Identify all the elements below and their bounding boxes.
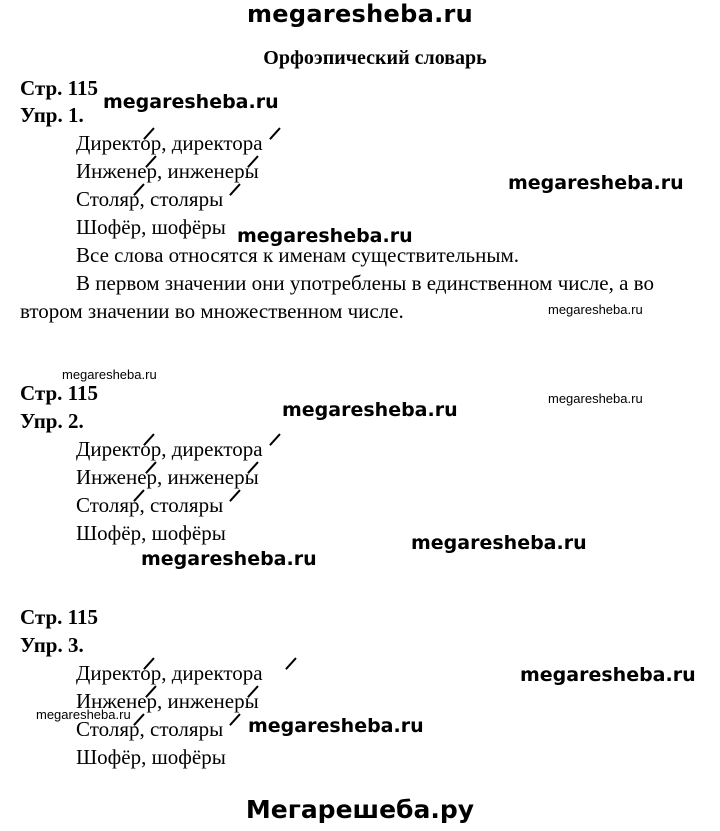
watermark-small: megaresheba.ru [548, 391, 643, 406]
watermark: megaresheba.ru [103, 91, 279, 113]
word-pair: Столяр, столяры [76, 717, 224, 741]
word-pair: Столяр, столяры [76, 187, 224, 211]
exercise-number: Упр. 2. [20, 409, 84, 433]
page-ref: Стр. 115 [20, 381, 98, 405]
word-pair: Шофёр, шофёры [76, 521, 226, 545]
word-pair: Директор, директора [76, 437, 263, 461]
watermark-small: megaresheba.ru [548, 302, 643, 317]
watermark: megaresheba.ru [141, 548, 317, 570]
stress-mark [285, 657, 296, 669]
stress-mark [229, 489, 240, 501]
word-pair: Шофёр, шофёры [76, 745, 226, 769]
word-pair: Инженер, инженеры [76, 689, 259, 713]
watermark: megaresheba.ru [237, 225, 413, 247]
word-pair: Директор, директора [76, 131, 263, 155]
word-pair: Директор, директора [76, 661, 263, 685]
site-header: megaresheba.ru [246, 0, 474, 28]
stress-mark [229, 713, 240, 725]
stress-mark [269, 127, 280, 139]
word-pair: Инженер, инженеры [76, 465, 259, 489]
paragraph-line: В первом значении они употреблены в единственном числе, а во [76, 271, 654, 295]
watermark-small: megaresheba.ru [36, 707, 131, 722]
stress-mark [269, 433, 280, 445]
stress-mark [229, 183, 240, 195]
watermark: megaresheba.ru [282, 399, 458, 421]
exercise-number: Упр. 3. [20, 633, 84, 657]
word-pair: Столяр, столяры [76, 493, 224, 517]
document-title: Орфоэпический словарь [263, 47, 487, 69]
word-pair: Инженер, инженеры [76, 159, 259, 183]
paragraph-line: Все слова относятся к именам существительным. [76, 243, 520, 267]
watermark: megaresheba.ru [520, 664, 696, 686]
watermark: megaresheba.ru [248, 715, 424, 737]
watermark-small: megaresheba.ru [62, 367, 157, 382]
exercise-number: Упр. 1. [20, 103, 84, 127]
page-ref: Стр. 115 [20, 605, 98, 629]
word-pair: Шофёр, шофёры [76, 215, 226, 239]
site-footer: Мегарешеба.ру [245, 795, 475, 824]
watermark: megaresheba.ru [411, 532, 587, 554]
paragraph-line: втором значении во множественном числе. [20, 299, 404, 323]
page-ref: Стр. 115 [20, 76, 98, 100]
watermark: megaresheba.ru [508, 172, 684, 194]
